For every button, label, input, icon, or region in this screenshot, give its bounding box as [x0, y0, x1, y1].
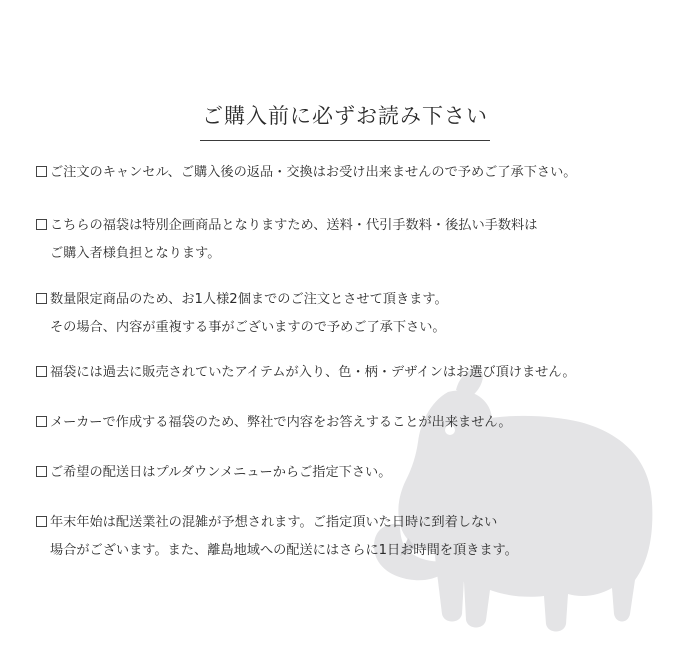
checkbox-square-icon	[36, 516, 47, 527]
note-item-limit	[36, 286, 676, 342]
note-text: こちらの福袋は特別企画商品となりますため、送料・代引手数料・後払い手数料は	[50, 218, 538, 233]
checkbox-square-icon	[36, 416, 47, 427]
note-line	[36, 409, 676, 437]
note-line	[36, 240, 676, 268]
note-text: ご購入者様負担となります。	[50, 246, 221, 261]
title-wrapper	[0, 86, 690, 155]
note-item-manufacturer	[36, 409, 676, 437]
note-line	[36, 159, 676, 187]
page-title: ご購入前に必ずお読み下さい	[200, 100, 490, 141]
note-text: その場合、内容が重複する事がございますので予めご了承下さい。	[50, 320, 446, 335]
checkbox-square-icon	[36, 219, 47, 230]
note-item-fees	[36, 212, 676, 268]
note-item-delivery-date	[36, 459, 676, 487]
note-text: 数量限定商品のため、お1人様2個までのご注文とさせて頂きます。	[50, 292, 448, 307]
hippo-silhouette-icon	[330, 352, 660, 652]
note-line	[36, 286, 676, 314]
note-text: 福袋には過去に販売されていたアイテムが入り、色・柄・デザインはお選び頂けません。	[50, 365, 576, 380]
checkbox-square-icon	[36, 466, 47, 477]
checkbox-square-icon	[36, 293, 47, 304]
note-line	[36, 359, 676, 387]
checkbox-square-icon	[36, 166, 47, 177]
note-text: ご注文のキャンセル、ご購入後の返品・交換はお受け出来ませんので予めご了承下さい。	[50, 165, 577, 180]
note-text: 年末年始は配送業社の混雑が予想されます。ご指定頂いた日時に到着しない	[50, 515, 498, 530]
note-line	[36, 314, 676, 342]
note-item-cancellation	[36, 159, 676, 187]
note-line	[36, 509, 676, 537]
note-text: メーカーで作成する福袋のため、弊社で内容をお答えすることが出来ません。	[50, 415, 512, 430]
checkbox-square-icon	[36, 366, 47, 377]
note-text: ご希望の配送日はプルダウンメニューからご指定下さい。	[50, 465, 392, 480]
note-item-contents	[36, 359, 676, 387]
note-text: 場合がございます。また、離島地域への配送にはさらに1日お時間を頂きます。	[50, 543, 518, 558]
note-line	[36, 212, 676, 240]
note-line	[36, 459, 676, 487]
note-line	[36, 537, 676, 565]
note-item-year-end	[36, 509, 676, 565]
